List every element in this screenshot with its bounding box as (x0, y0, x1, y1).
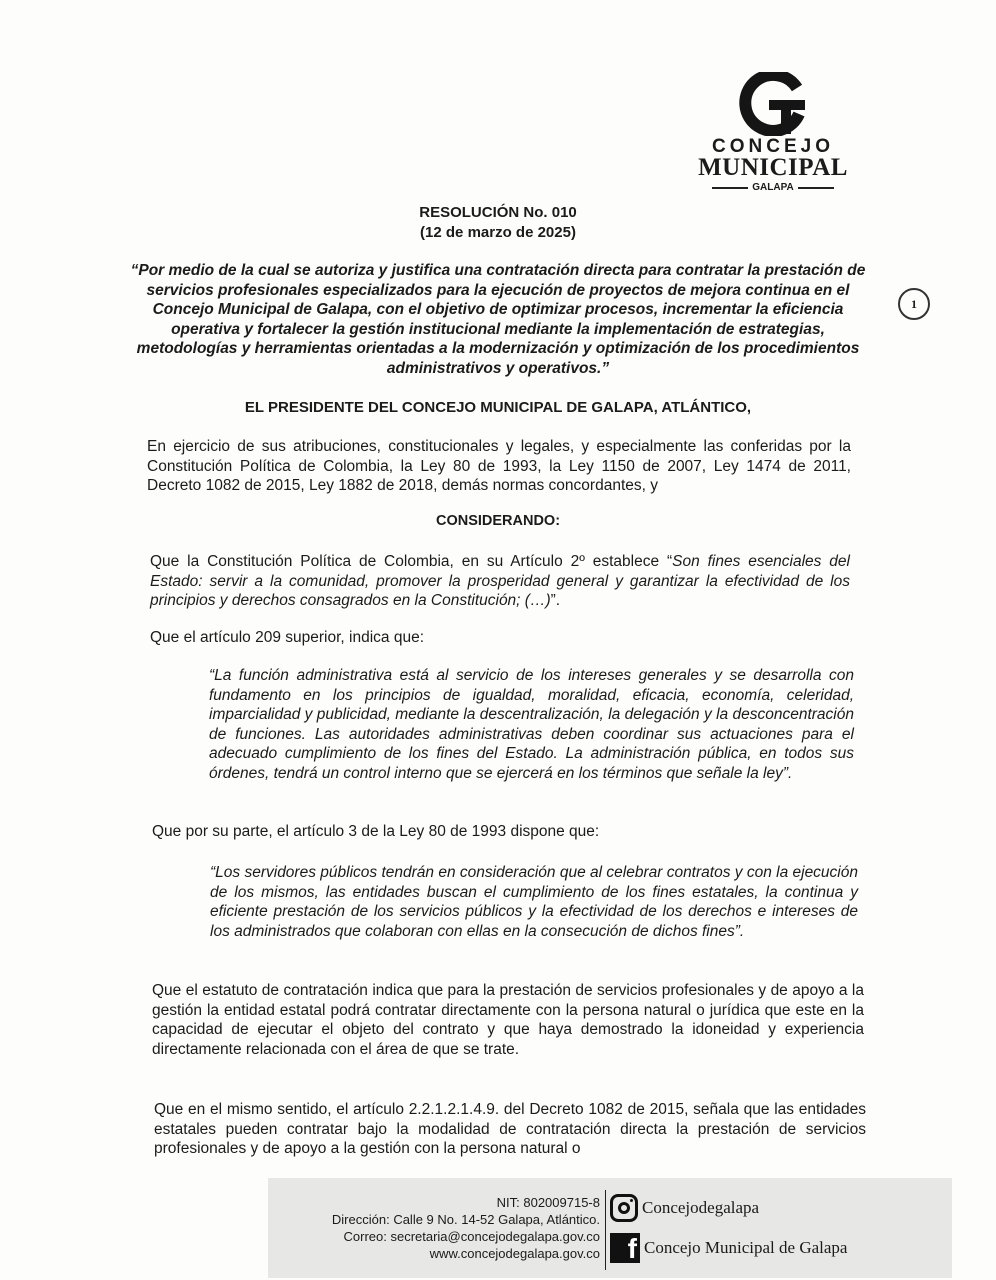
quote-ley-80: “Los servidores públicos tendrán en consideración que al celebrar contratos y con la ejecución de los mismos, las entidades buscan el cumplimiento de los fines estatales, la continua y eficiente prestación de los servicios públicos y la efectividad de los derechos e intereses de los administrados que colaboran con ellas en la consecución de dichos fines”. (210, 864, 858, 940)
paragraph-2: Que el artículo 209 superior, indica que: (150, 629, 425, 646)
logo-line-3: GALAPA (752, 182, 794, 193)
footer-website[interactable]: www.concejodegalapa.gov.co (429, 1246, 600, 1261)
paragraph-4: Que el estatuto de contratación indica que para la prestación de servicios profesionales y de apoyo a la gestión la entidad estatal podrá contratar directamente con la persona natural o jurídica que este en la capacidad de ejecutar el objeto del contrato y que haya demostrado la idoneidad y experiencia directamente relacionada con el área de que se trate. (152, 982, 864, 1058)
footer-email[interactable]: Correo: secretaria@concejodegalapa.gov.co (343, 1229, 600, 1244)
footer-contact (332, 1194, 600, 1262)
footer (268, 1178, 952, 1278)
logo-line-2: MUNICIPAL (698, 154, 848, 181)
paragraph-1 (150, 552, 850, 611)
logo-divider (798, 187, 834, 189)
paragraph-1-quote: Son fines esenciales del Estado: servir a la comunidad, promover la prosperidad general y garantizar la efectividad de los principios y derechos consagrados en la Constitución; (…) (150, 553, 850, 610)
footer-social (610, 1190, 847, 1266)
logo-divider (712, 187, 748, 189)
resolution-header (130, 203, 866, 243)
resolution-number: RESOLUCIÓN No. 010 (419, 204, 577, 221)
facebook-link[interactable] (610, 1230, 847, 1266)
facebook-icon: f (610, 1233, 640, 1263)
quote-article-209: “La función administrativa está al servicio de los intereses generales y se desarrolla con fundamento en los principios de igualdad, moralidad, eficacia, economía, celeridad, imparcialidad y publicidad, mediante la descentralización, la delegación y la desconcentración de funciones. Las autoridades administrativas deben coordinar sus actuaciones para el adecuado cumplimiento de los fines del Estado. La administración pública, en todos sus órdenes, tendrá un control interno que se ejercerá en los términos que señale la ley”. (209, 667, 854, 782)
footer-nit: NIT: 802009715-8 (496, 1195, 600, 1210)
footer-divider (605, 1190, 606, 1270)
considerando-heading: CONSIDERANDO: (435, 513, 561, 529)
g-logo-icon (737, 72, 809, 136)
logo-line-3-row (698, 182, 848, 193)
president-heading: EL PRESIDENTE DEL CONCEJO MUNICIPAL DE GALAPA, ATLÁNTICO, (244, 399, 752, 416)
resolution-subject: “Por medio de la cual se autoriza y justifica una contratación directa para contratar la prestación de servicios profesionales especializados para la ejecución de proyectos de mejora continua en el Concejo Municipal de Galapa, con el objetivo de optimizar procesos, incrementar la eficiencia operativa y fortalecer la gestión institucional mediante la implementación de estrategias, metodologías y herramientas orientadas a la modernización y optimización de los procedimientos administrativos y operativos.” (130, 262, 866, 377)
paragraph-1-lead: Que la Constitución Política de Colombia, en su Artículo 2º establece “ (150, 553, 673, 570)
instagram-link[interactable] (610, 1190, 847, 1226)
instagram-icon (610, 1194, 638, 1222)
page-number: 1 (898, 288, 930, 320)
paragraph-3: Que por su parte, el artículo 3 de la Ley 80 de 1993 dispone que: (152, 823, 600, 840)
logo-line-1: CONCEJO (712, 136, 834, 157)
concejo-logo (698, 72, 848, 202)
facebook-handle: Concejo Municipal de Galapa (644, 1238, 848, 1257)
paragraph-5: Que en el mismo sentido, el artículo 2.2.1.2.1.4.9. del Decreto 1082 de 2015, señala que las entidades estatales pueden contratar bajo la modalidad de contratación directa la prestación de servicios profesionales y de apoyo a la gestión con la persona natural o (154, 1101, 866, 1158)
resolution-date: (12 de marzo de 2025) (420, 224, 576, 241)
paragraph-1-end: ”. (550, 592, 561, 610)
footer-address: Dirección: Calle 9 No. 14-52 Galapa, Atlántico. (331, 1212, 600, 1227)
intro-paragraph: En ejercicio de sus atribuciones, constitucionales y legales, y especialmente las conferidas por la Constitución Política de Colombia, la Ley 80 de 1993, la Ley 1150 de 2007, Ley 1474 de 2011, Decreto 1082 de 2015, Ley 1882 de 2018, demás normas concordantes, y (147, 438, 851, 495)
instagram-handle: Concejodegalapa (642, 1198, 760, 1217)
